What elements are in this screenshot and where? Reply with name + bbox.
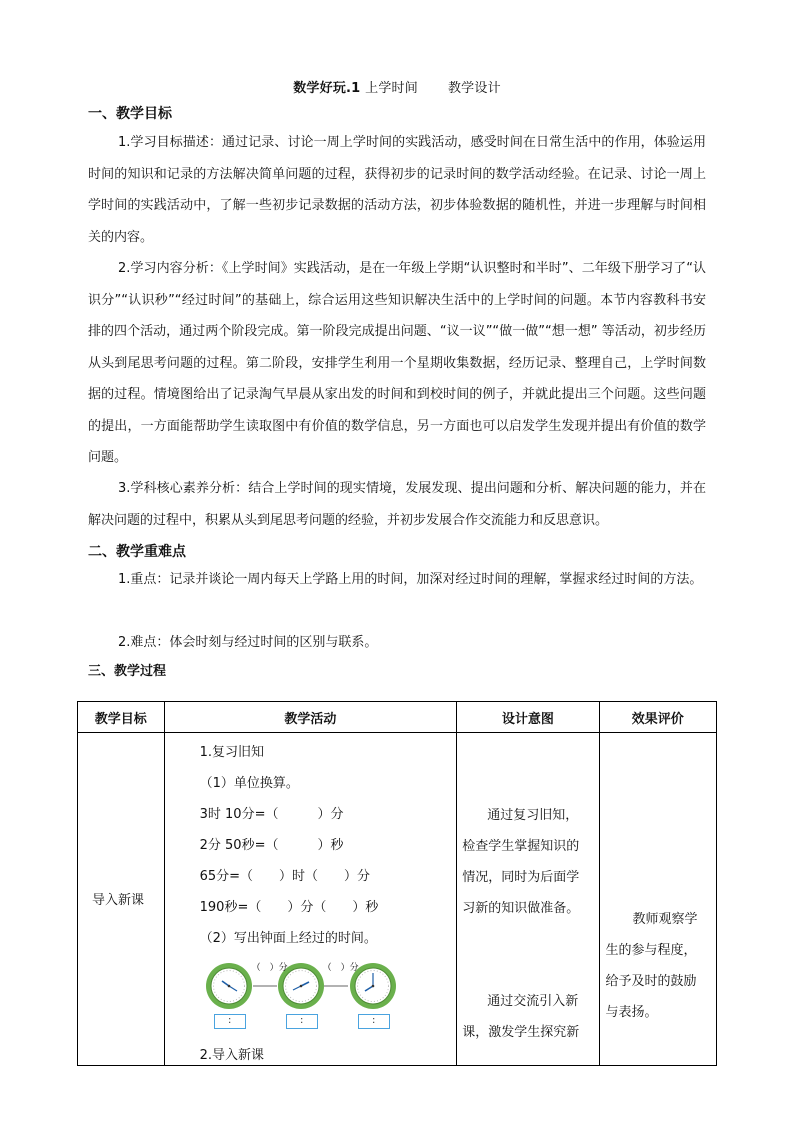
activity-line-7: （2）写出钟面上经过的时间。: [199, 931, 377, 946]
goal-paragraph-3: 3.学科核心素养分析：结合上学时间的现实情境，发展发现、提出问题和分析、解决问题的能力，并在解决问题的过程中，积累从头到尾思考问题的经验，并初步发展合作交流能力和反思意识。: [88, 481, 706, 528]
eval-line-2: 生的参与程度，: [605, 943, 697, 958]
intent-line-1: 通过复习旧知，: [487, 808, 579, 823]
activity-line-4: 2分 50秒=（ ）秒: [199, 838, 344, 853]
eval-line-3: 给予及时的鼓励: [605, 974, 697, 989]
title-lesson: 上学时间: [365, 81, 418, 96]
header-evaluation: 效果评价: [599, 702, 716, 733]
clock-diagram: [205, 960, 401, 1016]
header-goal: 教学目标: [78, 702, 165, 733]
goal-text: 导入新课: [92, 893, 145, 908]
section-heading-keypoints: 二、教学重难点: [88, 544, 186, 560]
elapsed-label-1: （ ）分: [251, 963, 288, 973]
cell-activity: [164, 733, 457, 1066]
clock-icon-1: [206, 963, 252, 1009]
intent-line-3: 情况，同时为后面学: [462, 870, 580, 885]
section-heading-process: 三、教学过程: [88, 664, 167, 679]
title-suffix: 教学设计: [447, 81, 501, 96]
time-answer-box-2[interactable]: :: [286, 1014, 318, 1029]
intent-line-5: 通过交流引入新: [487, 994, 579, 1009]
goal-paragraph-1: 1.学习目标描述：通过记录、讨论一周上学时间的实践活动，感受时间在日常生活中的作用，体验运用时间的知识和记录的方法解决简单问题的过程，获得初步的记录时间的数学活动经验。在记录、讨论一周上学时间的实践活动中，了解一些初步记录数据的活动方法，初步体验数据的随机性，并进一步理解与时间相关的内容。: [88, 135, 706, 245]
time-answer-box-1[interactable]: :: [214, 1014, 246, 1029]
intent-line-4: 习新的知识做准备。: [462, 901, 580, 916]
activity-line-3: 3时 10分=（ ）分: [199, 807, 344, 822]
eval-line-4: 与表扬。: [605, 1005, 658, 1020]
cell-goal: [78, 733, 165, 1066]
activity-line-2: （1）单位换算。: [199, 776, 299, 791]
header-activity: 教学活动: [164, 702, 457, 733]
table-row: [78, 733, 717, 1066]
document-title: [0, 77, 794, 96]
intent-line-6: 课，激发学生探究新: [462, 1025, 580, 1040]
eval-line-1: 教师观察学: [632, 912, 698, 927]
section-heading-goals: 一、教学目标: [88, 106, 172, 122]
keypoint-paragraph-1: 1.重点：记录并谈论一周内每天上学路上用的时间，加深对经过时间的理解，掌握求经过时间的方法。: [118, 572, 703, 587]
goal-paragraph-2: 2.学习内容分析：《上学时间》实践活动，是在一年级上学期“认识整时和半时”、二年级下册学习了“认识分”“认识秒”“经过时间”的基础上，综合运用这些知识解决生活中的上学时间的问题。本节内容教科书安排的四个活动，通过两个阶段完成。第一阶段完成提出问题、“议一议”“做一做”“想一想” 等活动，初步经历从头到尾思考问题的过程。第二阶段，安排学生利用一个星期收集数据，经历记录、整理自己，上学时间数据的过程。情境图给出了记录淘气早晨从家出发的时间和到校时间的例子，并就此提出三个问题。这些问题的提出，一方面能帮助学生读取图中有价值的数学信息，另一方面也可以启发学生发现并提出有价值的数学问题。: [88, 261, 706, 465]
keypoint-paragraph-2: 2.难点：体会时刻与经过时间的区别与联系。: [118, 635, 378, 650]
activity-line-5: 65分=（ ）时（ ）分: [199, 869, 371, 884]
teaching-process-table: [77, 701, 717, 1066]
time-answer-box-3[interactable]: :: [358, 1014, 390, 1029]
elapsed-label-2: （ ）分: [322, 963, 359, 973]
activity-line-6: 190秒=（ ）分（ ）秒: [199, 900, 379, 915]
cell-intent: [457, 733, 599, 1066]
header-intent: 设计意图: [457, 702, 599, 733]
cell-evaluation: [599, 733, 716, 1066]
title-bold: 数学好玩: [293, 81, 347, 96]
activity-line-1: 1.复习旧知: [199, 745, 265, 760]
intent-line-2: 检查学生掌握知识的: [462, 839, 580, 854]
title-number: .1: [346, 81, 366, 96]
activity-line-8: 2.导入新课: [199, 1048, 265, 1063]
table-header-row: [78, 702, 717, 733]
